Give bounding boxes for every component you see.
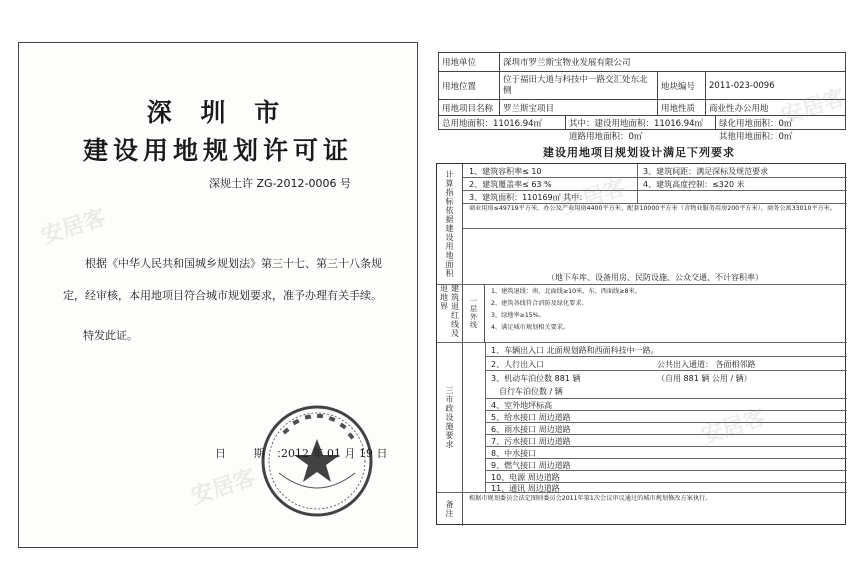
certificate-page bbox=[18, 42, 418, 548]
unit-value: 深圳市罗兰斯宝物业发展有限公司 bbox=[500, 52, 846, 72]
control-rule-1: 1、建筑退线：南、北面线≥10米、东、西面线≥8米。 bbox=[491, 288, 641, 295]
municipal-parking-split: （自用 881 辆 公用 / 辆） bbox=[657, 374, 752, 383]
project-label: 用地项目名称 bbox=[438, 100, 500, 116]
indicator-floor-area: 3、建筑面积：110169㎡ 其中： bbox=[469, 193, 588, 202]
project-value: 罗兰斯宝项目 bbox=[500, 100, 658, 116]
certificate-issued: 特发此证。 bbox=[83, 329, 138, 342]
indicator-spacing: 3、建筑间距：满足深标及规范要求 bbox=[643, 167, 769, 176]
control-rule-3: 3、绿地率≥15%。 bbox=[491, 312, 545, 319]
requirements-table bbox=[436, 163, 846, 525]
indicator-underground: （地下车库、设备用房、民防设施、公众交通、不计容积率） bbox=[547, 273, 763, 282]
green-area: 绿化用地面积：0㎡ bbox=[716, 116, 846, 130]
indicator-far: 1、建筑容积率≤ 10 bbox=[469, 167, 542, 176]
indicator-detail: 商业用房≤49719平方米，办公及产业用房4400平方米，配套10000平方米（含物业服务用房200平方米），商务公寓33010平方米。 bbox=[469, 205, 837, 212]
control-sub-label: 一层外线 bbox=[463, 284, 485, 342]
municipal-stormwater: 6、雨水接口 周边道路 bbox=[491, 425, 571, 434]
section-indicators-label: 计算指标依据建设用地面积 bbox=[437, 164, 463, 284]
municipal-power: 10、电源 周边道路 bbox=[491, 473, 560, 482]
parcel-header bbox=[438, 52, 846, 142]
road-area: 道路用地面积：0㎡ bbox=[569, 132, 643, 142]
certificate-title-city: 深 圳 市 bbox=[146, 98, 290, 127]
municipal-public-passage: 公共出入通道： 各面相邻路 bbox=[657, 360, 756, 369]
watermark: 安居客 bbox=[558, 175, 629, 220]
municipal-pedestrian-entry: 2、人行出入口 bbox=[491, 360, 545, 369]
certificate-date-label: 日 期： bbox=[215, 447, 300, 460]
requirements-title: 建设用地项目规划设计满足下列要求 bbox=[543, 146, 735, 159]
location-value: 位于福田大道与科技中一路交汇处东北侧 bbox=[500, 72, 658, 100]
municipal-reclaimed-water: 8、中水接口 bbox=[491, 449, 537, 458]
location-label: 用地位置 bbox=[438, 72, 500, 100]
parcel-value: 2011-023-0096 bbox=[706, 72, 846, 100]
municipal-water-supply: 5、给水接口 周边道路 bbox=[491, 413, 571, 422]
section-notes-label: 备注 bbox=[437, 492, 463, 526]
municipal-vehicle-entry: 1、车辆出入口 北面规划路和西面科技中一路。 bbox=[491, 346, 659, 355]
municipal-ground-level: 4、室外地坪标高 bbox=[491, 401, 553, 410]
other-area: 其他用地面积：0㎡ bbox=[719, 132, 793, 142]
municipal-bicycle: 自行车泊位数 / 辆 bbox=[499, 387, 563, 396]
section-control-label: 建筑退红线及退地界 bbox=[437, 284, 463, 342]
municipal-sewage: 7、污水接口 周边道路 bbox=[491, 437, 571, 446]
certificate-number: 深规土许 ZG-2012-0006 号 bbox=[209, 177, 351, 190]
control-rule-2: 2、建筑各线符合消防及绿化要求。 bbox=[491, 300, 588, 307]
municipal-parking: 3、机动车泊位数 881 辆 bbox=[491, 374, 581, 383]
certificate-body: 根据《中华人民共和国城乡规划法》第三十七、第三十八条规定，经审核，本用地项目符合城市规划要求，准予办理有关手续。 bbox=[63, 257, 382, 302]
build-area: 其中：建设用地面积：11016.94㎡ bbox=[566, 116, 716, 130]
nature-label: 用地性质 bbox=[658, 100, 706, 116]
watermark: 安居客 bbox=[698, 405, 769, 450]
section-municipal-label: 三市政设施要求 bbox=[437, 342, 463, 492]
requirements-page bbox=[430, 44, 848, 524]
certificate-title: 建设用地规划许可证 bbox=[82, 136, 353, 165]
municipal-telecom: 11、通讯 周边道路 bbox=[491, 484, 560, 493]
indicator-coverage: 2、建筑覆盖率≤ 63 % bbox=[469, 180, 552, 189]
certificate-date: 2012 年 01 月 19 日 bbox=[281, 447, 388, 460]
municipal-gas: 9、燃气接口 周边道路 bbox=[491, 461, 571, 470]
total-area: 总用地面积：11016.94㎡ bbox=[438, 116, 566, 130]
control-rule-4: 4、满足城市规划相关要求。 bbox=[491, 324, 570, 331]
indicator-height: 4、建筑高度控制：≤320 米 bbox=[643, 180, 745, 189]
official-seal-icon bbox=[259, 403, 375, 519]
unit-label: 用地单位 bbox=[438, 52, 500, 72]
nature-value: 商业性办公用地 bbox=[706, 100, 846, 116]
watermark: 安居客 bbox=[778, 85, 849, 130]
notes-text: 根据市规划委员会法定图则委员会2011年第1次会议审议通过的城市规划修改方案执行。 bbox=[469, 495, 712, 502]
parcel-label: 地块编号 bbox=[658, 72, 706, 100]
